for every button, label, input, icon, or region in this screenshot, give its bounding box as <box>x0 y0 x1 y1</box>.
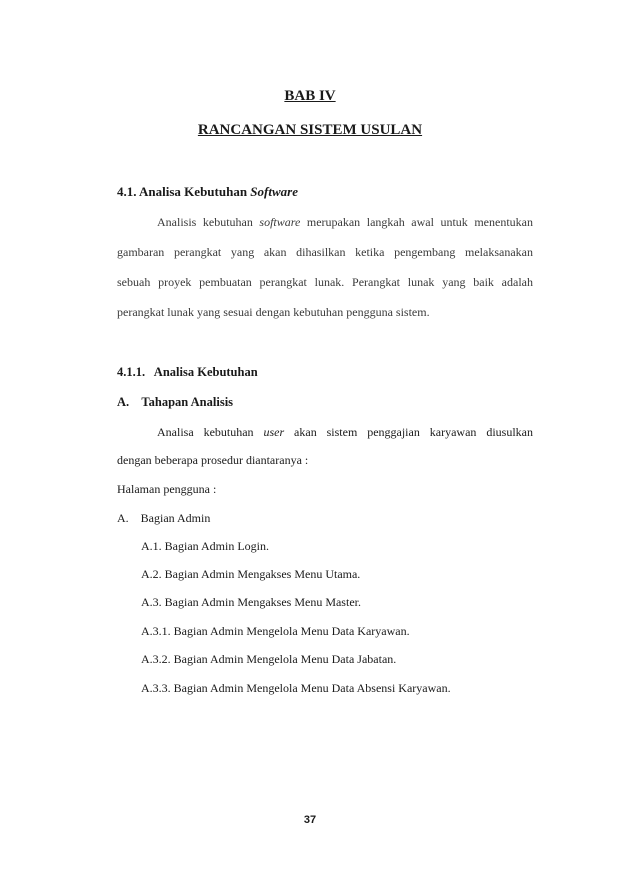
paragraph-line: sebuah proyek pembuatan perangkat lunak. Perangkat lunak yang baik adalah <box>117 275 533 289</box>
section-heading-4-1: 4.1. Analisa Kebutuhan Software <box>117 184 298 199</box>
list-item: A.3.2. Bagian Admin Mengelola Menu Data Jabatan. <box>141 652 397 666</box>
paragraph-line: Analisis kebutuhan software merupakan langkah awal untuk menentukan <box>157 215 533 229</box>
paragraph-line: Analisa kebutuhan user akan sistem penggajian karyawan diusulkan <box>157 425 533 439</box>
chapter-title: RANCANGAN SISTEM USULAN <box>197 122 423 138</box>
chapter-number: BAB IV <box>284 88 336 104</box>
subheading-tahapan-analisis: A. Tahapan Analisis <box>117 395 234 409</box>
list-item: A.3.3. Bagian Admin Mengelola Menu Data Absensi Karyawan. <box>141 681 451 695</box>
paragraph-line: perangkat lunak yang sesuai dengan kebutuhan pengguna sistem. <box>117 305 430 319</box>
page-number: 37 <box>303 814 317 826</box>
users-label: Halaman pengguna : <box>117 482 217 496</box>
list-item: A.3.1. Bagian Admin Mengelola Menu Data Karyawan. <box>141 624 410 638</box>
list-item: A.2. Bagian Admin Mengakses Menu Utama. <box>141 567 361 581</box>
section-heading-4-1-1: 4.1.1. Analisa Kebutuhan <box>117 365 258 379</box>
list-item: A.1. Bagian Admin Login. <box>141 539 269 553</box>
list-item: A.3. Bagian Admin Mengakses Menu Master. <box>141 595 361 609</box>
admin-section-label: A. Bagian Admin <box>117 511 211 525</box>
paragraph-line: gambaran perangkat yang akan dihasilkan ketika pengembang melaksanakan <box>117 245 533 259</box>
paragraph-line: dengan beberapa prosedur diantaranya : <box>117 453 309 467</box>
